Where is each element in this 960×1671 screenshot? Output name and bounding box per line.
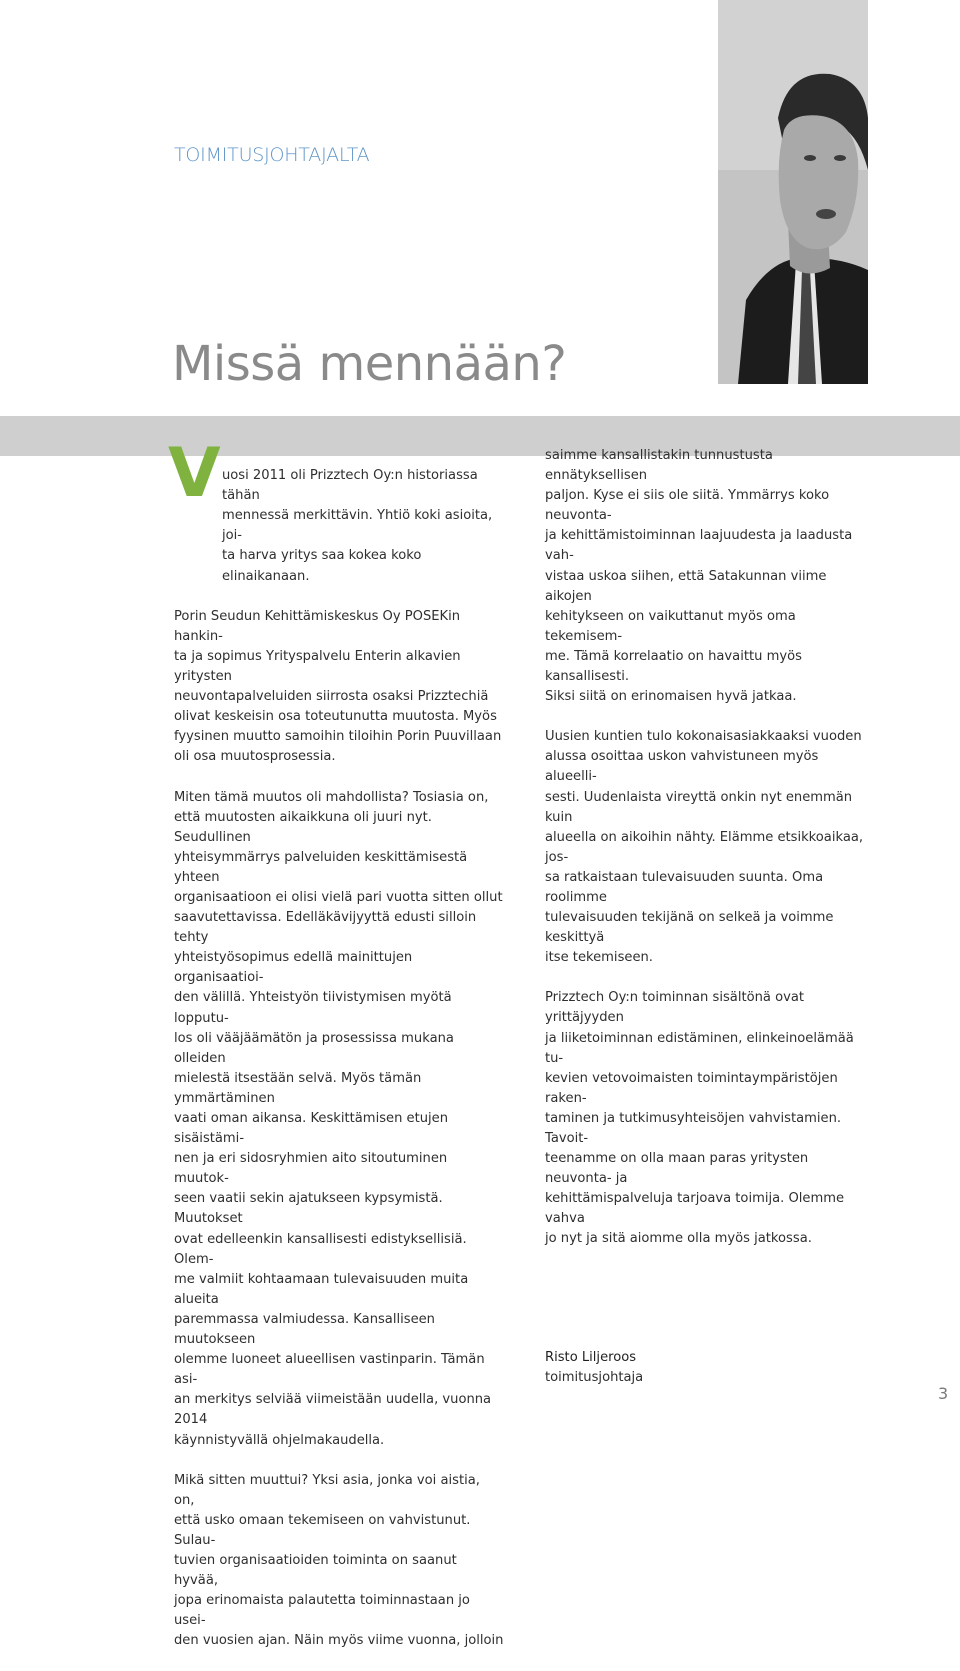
body-paragraph: Mikä sitten muuttui? Yksi asia, jonka voi aistia, on, että usko omaan tekemiseen on vahvistunut. Sulau- tuvien organisaatioiden toiminta on saanut hyvää, jopa erinomaista palautetta toiminnastaan jo usei- den vuosien ajan. Näin myös viime vuonna, jolloin (174, 1472, 504, 1649)
signature-title: toimitusjohtaja (545, 1369, 644, 1385)
drop-cap: V (168, 434, 221, 513)
portrait-photo (718, 0, 868, 384)
article-headline: Missä mennään? (172, 336, 567, 392)
body-paragraph: saimme kansallistakin tunnustusta ennätyksellisen paljon. Kyse ei siis ole siitä. Ymmärrys koko neuvonta- ja kehittämistoiminnan laajuudesta ja laadusta vah- vistaa uskoa siihen, että Satakunnan viime aikojen kehitykseen on vaikuttanut myös oma tekemisem- me. Tämä korrelaatio on havaittu myös kansallisesti. Siksi siitä on erinomaisen hyvä jatkaa. (545, 448, 853, 705)
signature-name: Risto Liljeroos (545, 1349, 637, 1365)
intro-text: uosi 2011 oli Prizztech Oy:n historiassa tähän mennessä merkittävin. Yhtiö koki asioita, joi- ta harva yritys saa kokea koko elinaikanaan. (222, 468, 493, 584)
right-column (545, 446, 870, 1388)
body-paragraph: Miten tämä muutos oli mahdollista? Tosiasia on, että muutosten aikaikkuna oli juuri nyt. Seudullinen yhteisymmärrys palveluiden keskittämisestä yhteen organisaatioon ei olisi vielä pari vuotta sitten ollut saavutettavissa. Edelläkävijyyttä edusti silloin tehty yhteistyösopimus edellä mainittujen organisaatioi- den välillä. Yhteistyön tiivistymisen myötä lopputu- los oli vääjäämätön ja prosessissa mukana olleiden mielestä itsestään selvä. Myös tämän ymmärtäminen vaati oman aikansa. Keskittämisen etujen sisäistämi- nen ja eri sidosryhmien aito sitoutuminen muutok- seen vaatii sekin ajatukseen kypsymistä. Muutokset ovat edelleenkin kansallisesti edistyksellisiä. Olem- me valmiit kohtaamaan tulevaisuuden muita alueita paremmassa valmiudessa. Kansalliseen muutokseen olemme luoneet alueellisen vastinparin. Tämän asi- an merkitys selviää viimeistään uudella, vuonna 2014 käynnistyvällä ohjelmakaudella. (174, 789, 503, 1448)
page-number: 3 (938, 1384, 949, 1403)
intro-paragraph (174, 446, 504, 607)
left-column (174, 446, 504, 1671)
body-paragraph: Prizztech Oy:n toiminnan sisältönä ovat yrittäjyyden ja liiketoiminnan edistäminen, elinkeinoelämää tu- kevien vetovoimaisten toimintaympäristöjen raken- taminen ja tutkimusyhteisöjen vahvistamien. Tavoit- teenamme on olla maan paras yritysten neuvonta- ja kehittämispalveluja tarjoava toimija. Olemme vahva jo nyt ja sitä aiomme olla myös jatkossa. (545, 990, 854, 1247)
body-paragraph: Uusien kuntien tulo kokonaisasiakkaaksi vuoden alussa osoittaa uskon vahvistuneen myös alueelli- sesti. Uudenlaista vireyttä onkin nyt enemmän kuin alueella on aikoihin nähty. Elämme etsikkoaikaa, jos- sa ratkaistaan tulevaisuuden suunta. Oma roolimme tulevaisuuden tekijänä on selkeä ja voimme keskittyä itse tekemiseen. (545, 729, 864, 966)
section-label: TOIMITUSJOHTAJALTA (174, 144, 370, 166)
body-paragraph: Porin Seudun Kehittämiskeskus Oy POSEKin hankin- ta ja sopimus Yrityspalvelu Enterin alkavien yritysten neuvontapalveluiden siirrosta osaksi Prizztechiä olivat keskeisin osa toteutunutta muutosta. Myös fyysinen muutto samoihin tiloihin Porin Puuvillaan oli osa muutosprosessia. (174, 608, 502, 765)
portrait-illustration (718, 0, 868, 384)
